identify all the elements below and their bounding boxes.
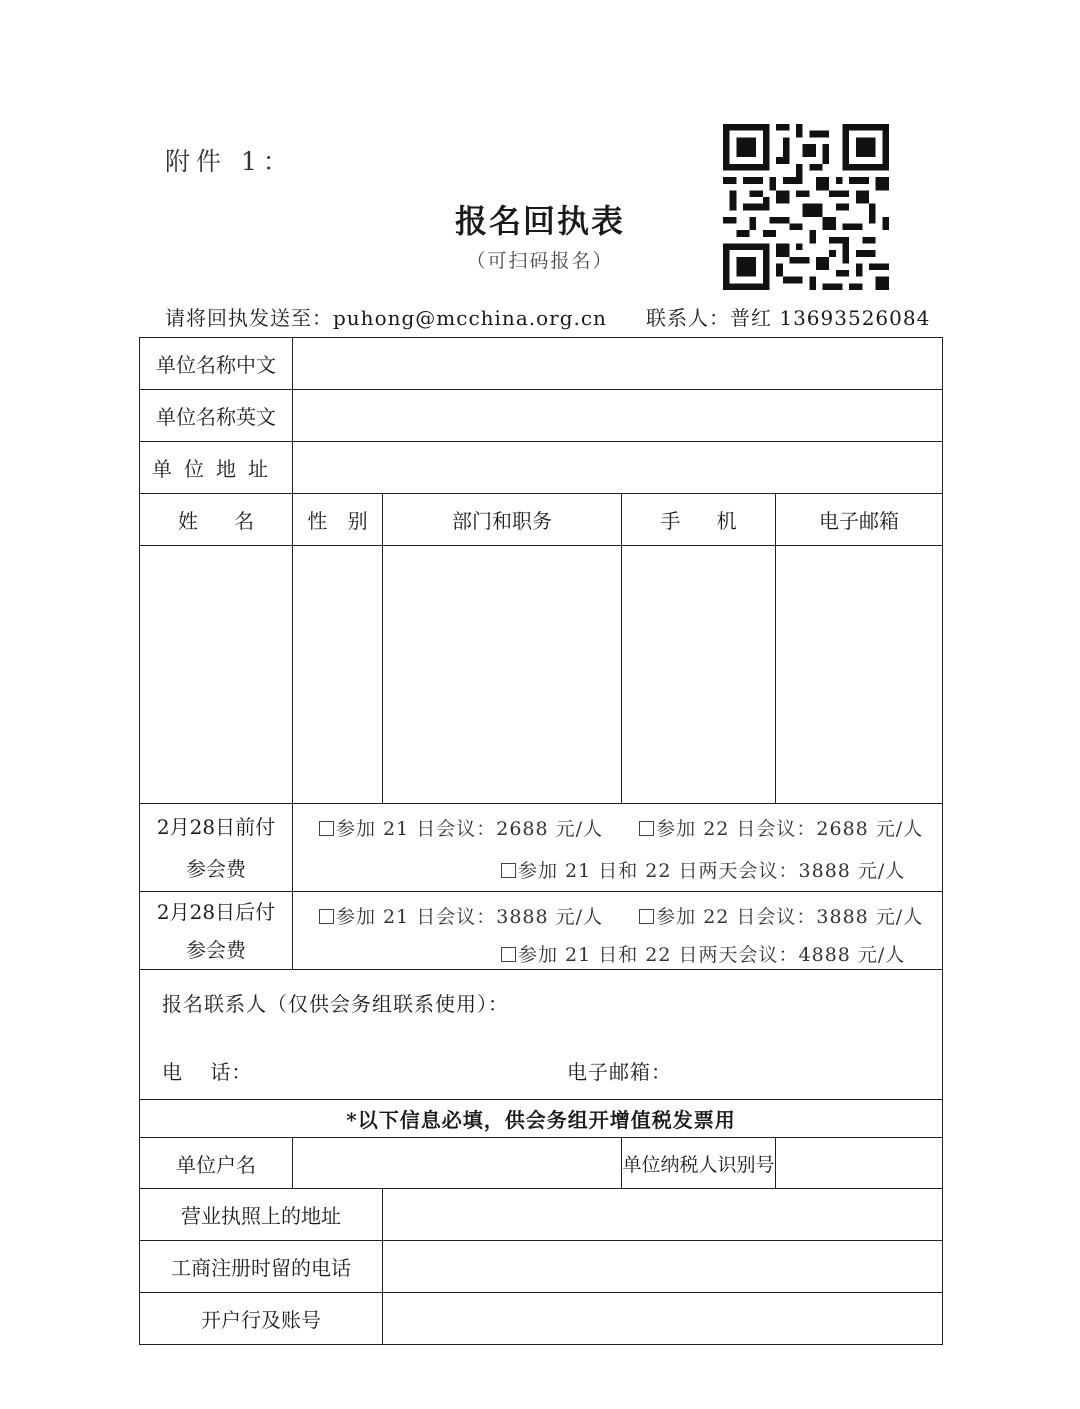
- early-fee-line1: [319, 814, 923, 841]
- late-fee-date: 2月28日后付: [156, 899, 276, 924]
- checkbox-icon[interactable]: [319, 821, 334, 836]
- name-field[interactable]: [140, 546, 293, 804]
- taxpayer-id-field[interactable]: [776, 1138, 943, 1189]
- col-dept-header: 部门和职务: [383, 494, 622, 546]
- registered-phone-field[interactable]: [383, 1241, 943, 1293]
- late-opt-22: 参加 22 日会议：3888 元/人: [656, 906, 924, 928]
- org-name-cn-label: 单位名称中文: [140, 338, 293, 390]
- checkbox-icon[interactable]: [639, 821, 654, 836]
- qr-code-icon: [723, 124, 889, 290]
- early-fee-options: [293, 804, 943, 892]
- account-name-label: 单位户名: [140, 1138, 293, 1189]
- late-fee-line1: [319, 902, 923, 929]
- early-opt-21: 参加 21 日会议：2688 元/人: [336, 818, 604, 840]
- col-email-header: 电子邮箱: [776, 494, 943, 546]
- checkbox-icon[interactable]: [639, 909, 654, 924]
- invoice-note: *以下信息必填，供会务组开增值税发票用: [140, 1100, 943, 1138]
- late-fee-text: 参会费: [186, 937, 246, 962]
- org-name-cn-field[interactable]: [293, 338, 943, 390]
- late-fee-label: [140, 892, 293, 970]
- account-name-field[interactable]: [293, 1138, 622, 1189]
- early-fee-label: [140, 804, 293, 892]
- late-opt-21: 参加 21 日会议：3888 元/人: [336, 906, 604, 928]
- early-opt-both: 参加 21 日和 22 日两天会议：3888 元/人: [518, 860, 906, 882]
- registrant-contact-cell[interactable]: [140, 970, 943, 1100]
- dept-field[interactable]: [383, 546, 622, 804]
- bank-account-label: 开户行及账号: [140, 1293, 383, 1345]
- col-gender-header: 性 别: [293, 494, 383, 546]
- page-subtitle: （可扫码报名）: [466, 250, 614, 272]
- checkbox-icon[interactable]: [319, 909, 334, 924]
- registration-form-table: [139, 337, 943, 1345]
- page-title: 报名回执表: [454, 202, 625, 240]
- phone-label: 电 话：: [162, 1060, 253, 1084]
- license-address-field[interactable]: [383, 1189, 943, 1241]
- attachment-label: 附件 1：: [165, 147, 294, 176]
- bank-account-field[interactable]: [383, 1293, 943, 1345]
- license-address-label: 营业执照上的地址: [140, 1189, 383, 1241]
- registered-phone-label: 工商注册时留的电话: [140, 1241, 383, 1293]
- org-address-label: 单位地址: [140, 442, 293, 494]
- org-address-field[interactable]: [293, 442, 943, 494]
- contact-person: 联系人：普红 13693526084: [646, 306, 931, 330]
- checkbox-icon[interactable]: [501, 947, 516, 962]
- checkbox-icon[interactable]: [501, 863, 516, 878]
- early-opt-22: 参加 22 日会议：2688 元/人: [656, 818, 924, 840]
- late-opt-both: 参加 21 日和 22 日两天会议：4888 元/人: [518, 944, 906, 966]
- taxpayer-id-label: 单位纳税人识别号: [622, 1138, 776, 1189]
- col-name-header: 姓 名: [140, 494, 293, 546]
- registrant-email-label: 电子邮箱：: [567, 1060, 672, 1084]
- org-name-en-field[interactable]: [293, 390, 943, 442]
- send-to-email: 请将回执发送至：puhong@mcchina.org.cn: [165, 306, 607, 330]
- org-name-en-label: 单位名称英文: [140, 390, 293, 442]
- early-fee-date: 2月28日前付: [156, 814, 276, 839]
- col-mobile-header: 手 机: [622, 494, 776, 546]
- mobile-field[interactable]: [622, 546, 776, 804]
- email-field[interactable]: [776, 546, 943, 804]
- early-fee-text: 参会费: [186, 856, 246, 881]
- late-fee-options: [293, 892, 943, 970]
- late-fee-line2: [501, 940, 905, 967]
- registrant-label: 报名联系人（仅供会务组联系使用）：: [162, 992, 509, 1016]
- early-fee-line2: [501, 856, 905, 883]
- gender-field[interactable]: [293, 546, 383, 804]
